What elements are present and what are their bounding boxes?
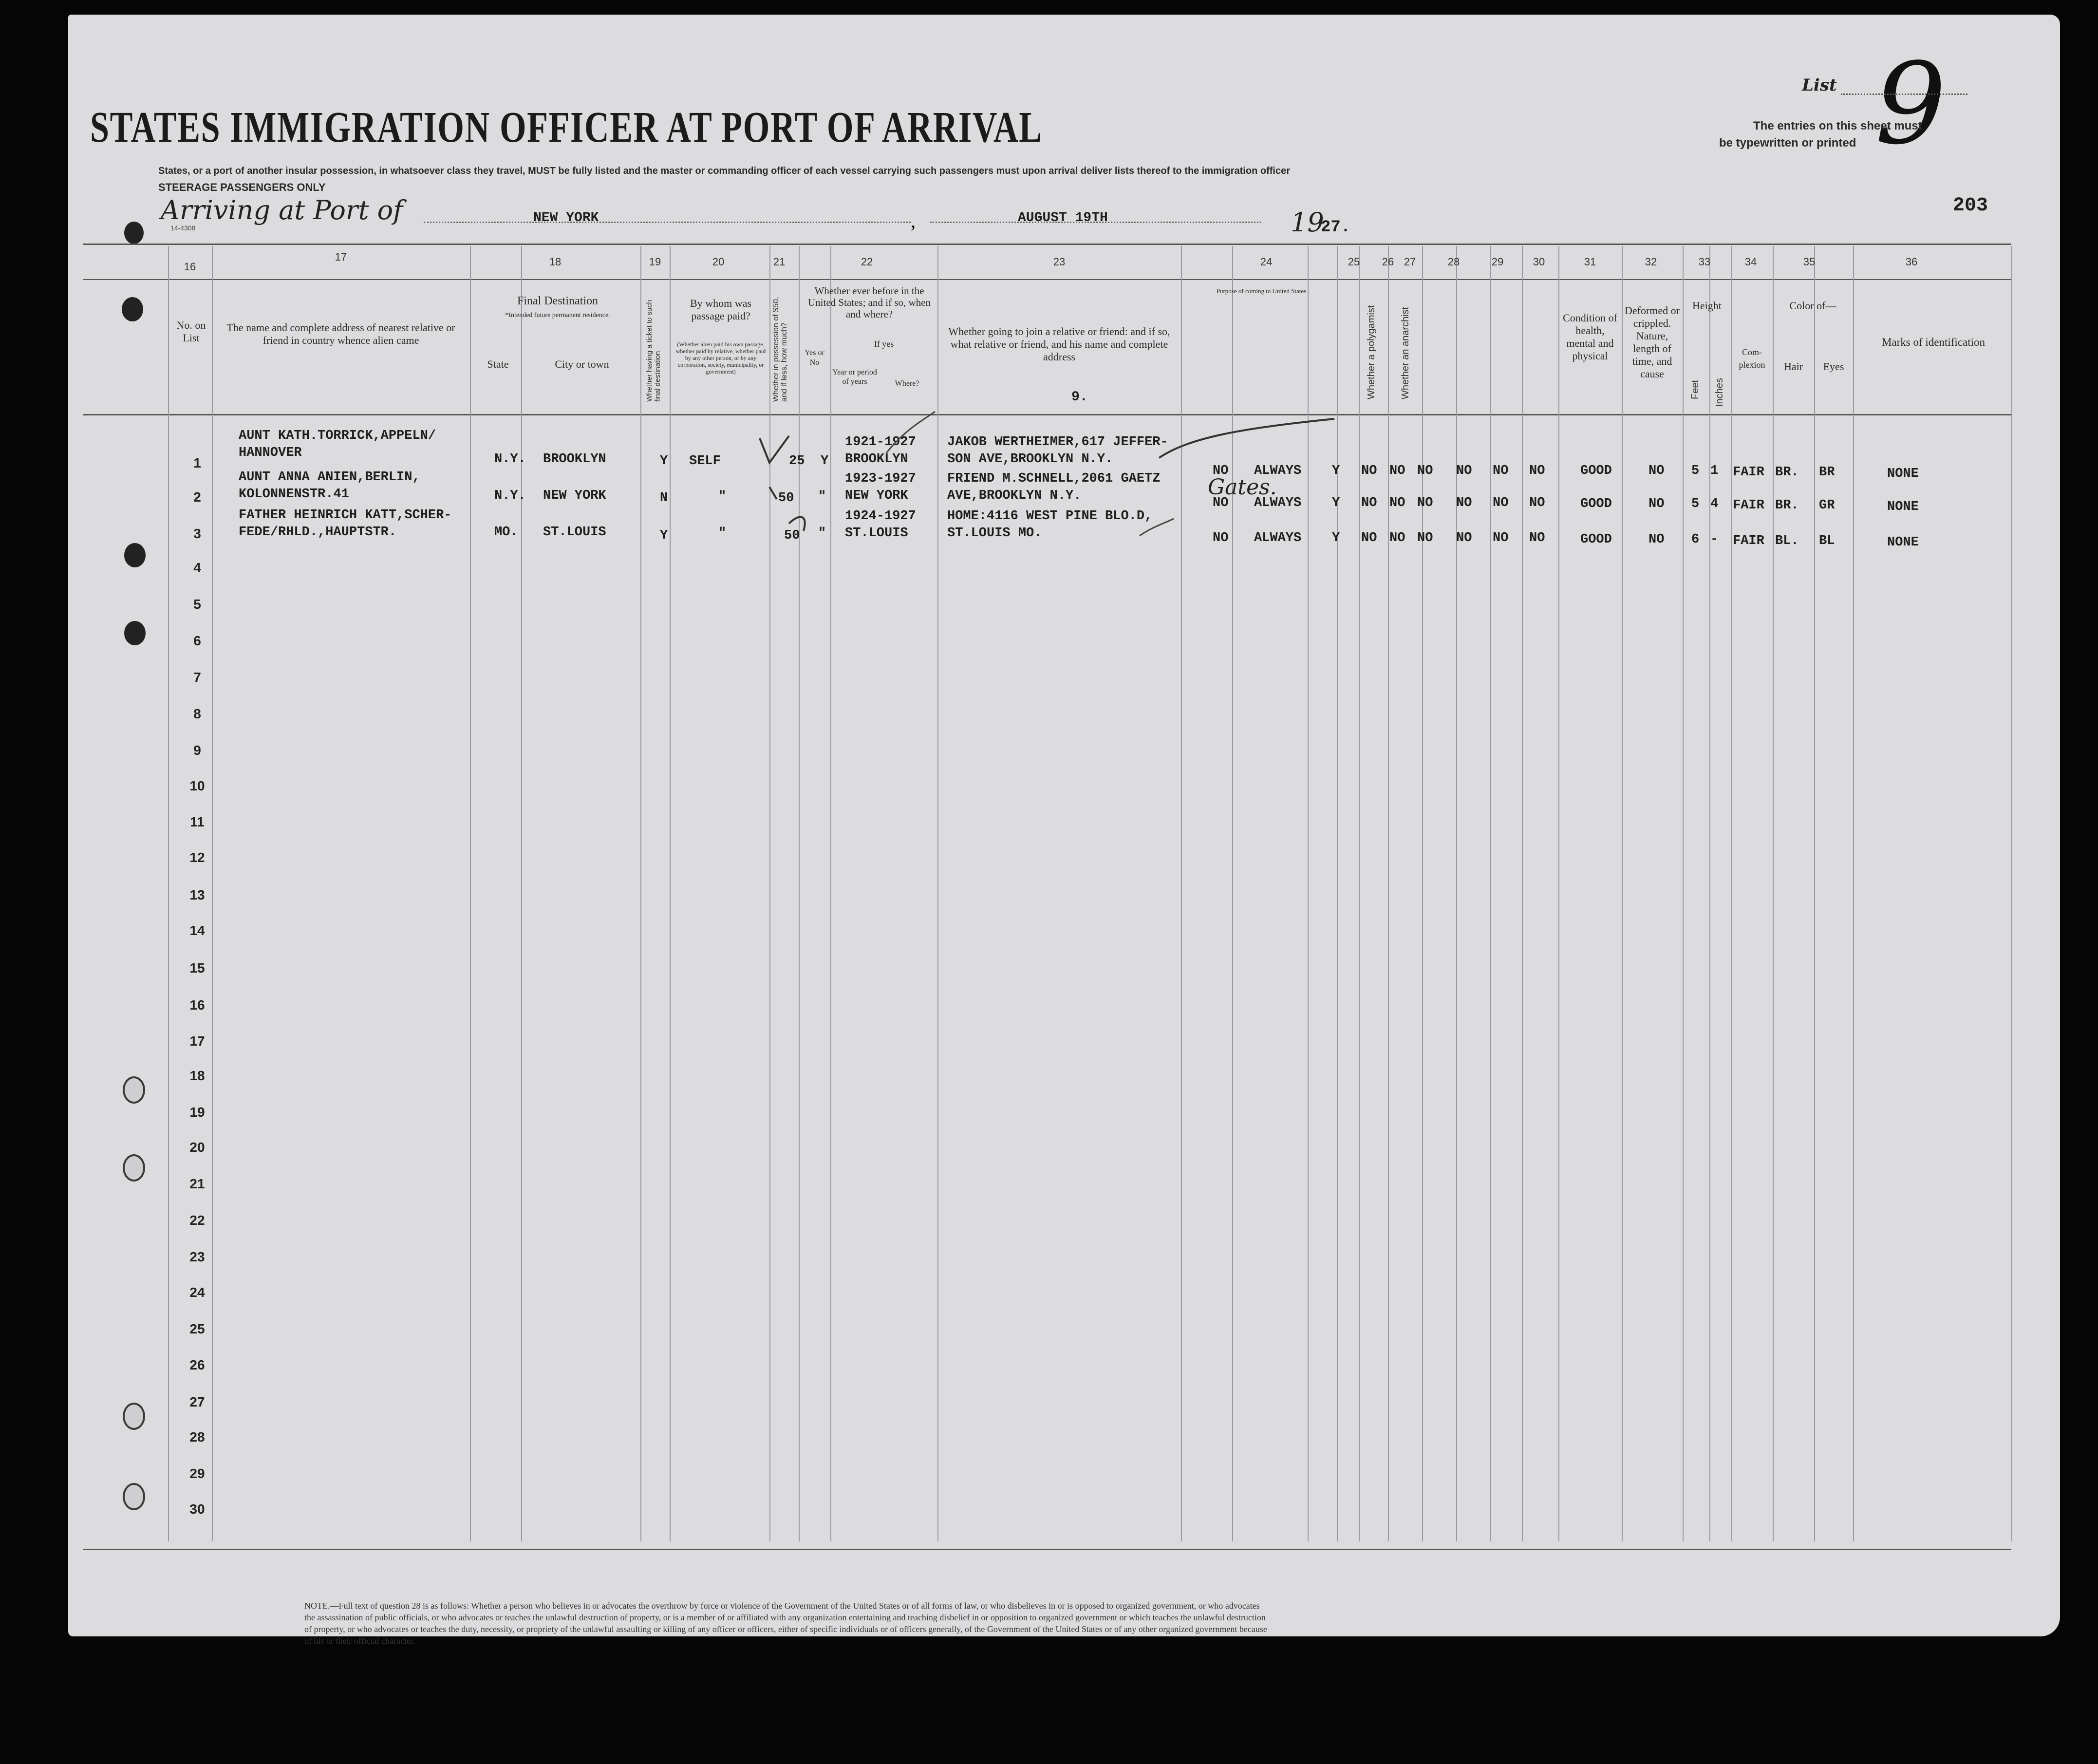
- page-title: STATES IMMIGRATION OFFICER AT PORT OF ARRIVAL: [90, 103, 1043, 151]
- row-number: 20: [189, 1140, 205, 1155]
- col-line: [1773, 246, 1774, 1541]
- row3-c24a: NO: [1213, 531, 1229, 545]
- row2-ticket: N: [660, 491, 668, 506]
- punch-hole: [124, 543, 146, 567]
- row3-city: ST.LOUIS: [543, 525, 606, 540]
- row2-join-1: FRIEND M.SCHNELL,2061 GAETZ: [947, 471, 1161, 486]
- hdr-final-destination-note: *Intended future permanent residence.: [505, 312, 610, 319]
- hdr-marks: Marks of identification: [1881, 336, 1986, 348]
- row2-c25: Y: [1332, 496, 1340, 510]
- col-num-25: 25: [1348, 256, 1360, 268]
- row-number: 6: [193, 633, 201, 648]
- hdr-city: City or town: [555, 358, 609, 370]
- row2-before: ": [818, 489, 826, 504]
- row1-city: BROOKLYN: [543, 452, 606, 467]
- col-num-23: 23: [1053, 256, 1066, 268]
- row2-state: N.Y.: [494, 488, 526, 503]
- row1-years: 1921-1927: [845, 435, 916, 450]
- binder-hole: [123, 1076, 145, 1104]
- row2-join-2: AVE,BROOKLYN N.Y.: [947, 488, 1082, 503]
- hdr-eyes: Eyes: [1823, 360, 1844, 373]
- row-number: 16: [189, 997, 205, 1013]
- handwritten-checkmarks: [750, 409, 1383, 555]
- row3-where: ST.LOUIS: [845, 526, 908, 541]
- row2-relative-1: AUNT ANNA ANIEN,BERLIN,: [239, 470, 420, 485]
- row3-c24b: ALWAYS: [1254, 531, 1302, 545]
- col-line: [168, 246, 169, 1541]
- row3-complexion: FAIR: [1733, 534, 1764, 548]
- row2-c29: NO: [1456, 496, 1472, 510]
- row2-years: 1923-1927: [845, 471, 916, 486]
- row2-c28: NO: [1417, 496, 1433, 510]
- binder-hole: [123, 1483, 145, 1510]
- row1-before: Y: [821, 454, 829, 469]
- note-right-2: be typewritten or printed: [1719, 136, 1856, 150]
- row-number: 27: [189, 1394, 205, 1409]
- col-num-35: 35: [1803, 256, 1816, 268]
- port-line: [424, 222, 911, 223]
- col-line: [1558, 246, 1559, 1541]
- col-num-21: 21: [773, 256, 786, 268]
- form-number: 14-4308: [170, 224, 196, 232]
- row2-c29b: NO: [1493, 496, 1509, 510]
- col-line: [470, 246, 471, 1541]
- col-num-22: 22: [861, 256, 873, 268]
- col-line: [1814, 246, 1815, 1541]
- row2-health: GOOD: [1580, 497, 1612, 511]
- col-num-28: 28: [1447, 256, 1460, 268]
- row3-c29: NO: [1456, 531, 1472, 545]
- row1-c24a: NO: [1213, 464, 1229, 478]
- hdr-hair: Hair: [1783, 360, 1803, 373]
- row1-c30: NO: [1529, 464, 1545, 478]
- row2-c27: NO: [1389, 496, 1405, 510]
- col-num-20: 20: [712, 256, 725, 268]
- row1-c25: Y: [1332, 464, 1340, 478]
- col-line: [1622, 246, 1623, 1541]
- arriving-label: Arriving at Port of: [161, 195, 403, 225]
- row-number: 29: [189, 1466, 205, 1481]
- table-bottom-rule: [83, 1549, 2011, 1550]
- page-number: 203: [1953, 195, 1988, 217]
- row-number: 13: [189, 887, 205, 902]
- year-prefix: 19: [1291, 207, 1324, 238]
- col-num-29: 29: [1491, 256, 1504, 268]
- row1-deformed: NO: [1648, 464, 1665, 478]
- punch-hole: [122, 297, 143, 321]
- subtitle: States, or a port of another insular possession, in whatsoever class they travel, MUST be fully listed and the master or commanding officer of each vessel carrying such passengers must upon arrival deliver lists thereof to the immigration officer: [158, 166, 1290, 176]
- row2-complexion: FAIR: [1733, 498, 1764, 513]
- col-line: [1388, 246, 1389, 1541]
- row2-city: NEW YORK: [543, 488, 606, 503]
- col-num-34: 34: [1744, 256, 1757, 268]
- row2-eyes: GR: [1819, 498, 1835, 513]
- hdr-joining: Whether going to join a relative or friend: and if so, what relative or friend, and his name and complete address: [948, 325, 1170, 363]
- hdr-money: Whether in possession of $50, and if less, how much?: [772, 297, 788, 402]
- hdr-height: Height: [1692, 300, 1722, 312]
- col-num-17: 17: [335, 251, 347, 263]
- col-num-24: 24: [1260, 256, 1273, 268]
- row3-inches: -: [1710, 532, 1719, 547]
- comma: ,: [911, 210, 916, 232]
- hdr-paid-by: By whom was passage paid?: [690, 297, 751, 322]
- col-line: [670, 246, 671, 1541]
- hdr-joining-mark: 9.: [1071, 390, 1088, 405]
- row3-c26: NO: [1361, 531, 1377, 545]
- row1-relative-2: HANNOVER: [239, 446, 302, 460]
- hdr-where: Where?: [895, 379, 919, 388]
- row2-relative-2: KOLONNENSTR.41: [239, 487, 349, 502]
- row1-ticket: Y: [660, 454, 668, 469]
- hdr-state: State: [487, 358, 509, 370]
- binder-hole: [123, 1154, 145, 1182]
- row1-c26: NO: [1361, 464, 1377, 478]
- col-num-36: 36: [1905, 256, 1918, 268]
- row1-relative-1: AUNT KATH.TORRICK,APPELN/: [239, 429, 436, 443]
- binder-hole: [123, 1403, 145, 1430]
- row1-state: N.Y.: [494, 452, 526, 467]
- hdr-no-on-list: No. on List: [176, 319, 206, 344]
- row3-c29b: NO: [1493, 531, 1509, 545]
- row-number: 21: [189, 1176, 205, 1191]
- row3-relative-2: FEDE/RHLD.,HAUPTSTR.: [239, 525, 397, 540]
- col-num-16: 16: [184, 261, 196, 273]
- hdr-condition: Condition of health, mental and physical: [1563, 312, 1617, 362]
- row3-money: 50: [784, 528, 800, 543]
- col-line: [640, 246, 641, 1541]
- row2-feet: 5: [1691, 497, 1700, 511]
- year-suffix: 27.: [1321, 218, 1351, 237]
- row1-inches: 1: [1710, 464, 1719, 478]
- row2-paid-by: ": [718, 489, 727, 504]
- hdr-deformed: Deformed or crippled. Nature, length of time, and cause: [1624, 304, 1680, 380]
- row1-complexion: FAIR: [1733, 465, 1764, 480]
- date-value: AUGUST 19TH: [1018, 210, 1108, 225]
- row3-hair: BL.: [1775, 534, 1799, 548]
- row1-hair: BR.: [1775, 465, 1799, 480]
- hdr-complexion: Com- plexion: [1739, 347, 1765, 370]
- row2-c26: NO: [1361, 496, 1377, 510]
- row2-where: NEW YORK: [845, 488, 908, 503]
- row3-paid-by: ": [718, 526, 727, 541]
- row3-c25: Y: [1332, 531, 1340, 545]
- row-number: 10: [189, 778, 205, 793]
- hdr-anarchist: Whether an anarchist: [1400, 306, 1411, 399]
- row3-relative-1: FATHER HEINRICH KATT,SCHER-: [239, 508, 452, 523]
- col-line: [1522, 246, 1523, 1541]
- hdr-before-us: Whether ever before in the United States; and if so, when and where?: [808, 285, 931, 320]
- col-num-31: 31: [1584, 256, 1596, 268]
- hdr-paid-by-note: (Whether alien paid his own passage, whether paid by relative, whether paid by any other person, or by any corporation, society, municipality, or government): [675, 341, 766, 375]
- row1-c29b: NO: [1493, 464, 1509, 478]
- hdr-polygamist: Whether a polygamist: [1366, 305, 1377, 399]
- row3-years: 1924-1927: [845, 509, 916, 524]
- row3-c28: NO: [1417, 531, 1433, 545]
- row2-inches: 4: [1710, 497, 1719, 511]
- footnote: NOTE.—Full text of question 28 is as follows: Whether a person who believes in or advocates the overthrow by force or violence of the Government of the United States or of all forms of law, or who disbelieves in or is opposed to organized government, or who advocates the assassination of public officials, or who advocates or teaches the unlawful destruction of property, or is a member of or affiliated with any organization entertaining and teaching disbelief in or opposition to organized government or which teaches the unlawful destruction of property, or who advocates or teaches the duty, necessity, or propriety of the unlawful assaulting or killing of any officer or officers, either of specific individuals or of officers generally, of the Government of the United States or of any other organized government because of his or their official character.: [304, 1601, 1267, 1646]
- row-number: 25: [189, 1321, 205, 1336]
- col-line: [1731, 246, 1732, 1541]
- col-line: [1422, 246, 1423, 1541]
- row3-feet: 6: [1691, 532, 1700, 547]
- row-number: 17: [189, 1033, 205, 1049]
- row-number: 9: [193, 743, 201, 758]
- row3-join-2: ST.LOUIS MO.: [947, 526, 1042, 541]
- row-number: 12: [189, 850, 205, 865]
- col-num-32: 32: [1645, 256, 1657, 268]
- header-rule-2: [83, 279, 2011, 280]
- row-number: 4: [193, 560, 201, 575]
- row-number: 8: [193, 706, 201, 721]
- row-number: 2: [193, 489, 201, 505]
- hdr-inches: Inches: [1714, 378, 1725, 407]
- row-number: 26: [189, 1357, 205, 1372]
- list-underline: [1841, 93, 1967, 95]
- row3-eyes: BL: [1819, 534, 1835, 548]
- class-line: STEERAGE PASSENGERS ONLY: [158, 181, 326, 193]
- hdr-purpose: Purpose of coming to United States: [1216, 287, 1307, 295]
- row2-c24b: ALWAYS: [1254, 496, 1302, 510]
- col-num-26: 26: [1382, 256, 1394, 268]
- col-line: [2011, 246, 2012, 1541]
- hdr-yes-no: Yes or No: [805, 349, 824, 367]
- row3-c27: NO: [1389, 531, 1405, 545]
- row1-feet: 5: [1691, 464, 1700, 478]
- row3-before: ": [818, 526, 826, 541]
- row-number: 3: [193, 526, 201, 541]
- col-num-19: 19: [649, 256, 661, 268]
- col-line: [1456, 246, 1457, 1541]
- row-number: 30: [189, 1501, 205, 1517]
- row1-paid-by: SELF: [689, 454, 721, 469]
- col-num-18: 18: [549, 256, 562, 268]
- row3-join-1: HOME:4116 WEST PINE BLO.D,: [947, 509, 1153, 524]
- col-num-30: 30: [1533, 256, 1545, 268]
- hdr-year-period: Year or period of years: [832, 368, 877, 386]
- row-number: 1: [193, 455, 201, 470]
- row2-deformed: NO: [1648, 497, 1665, 511]
- list-number: 9: [1875, 39, 1947, 169]
- row3-deformed: NO: [1648, 532, 1665, 547]
- hdr-if-yes: If yes: [874, 339, 894, 349]
- row2-c24a: NO: [1213, 496, 1229, 510]
- row1-marks: NONE: [1887, 467, 1919, 481]
- row3-c30: NO: [1529, 531, 1545, 545]
- row1-join-2: SON AVE,BROOKLYN N.Y.: [947, 452, 1113, 467]
- col-num-27: 27: [1404, 256, 1416, 268]
- row1-c28: NO: [1417, 464, 1433, 478]
- row1-c29: NO: [1456, 464, 1472, 478]
- row-number: 19: [189, 1105, 205, 1120]
- row3-ticket: Y: [660, 528, 668, 543]
- row3-marks: NONE: [1887, 535, 1919, 550]
- hdr-ticket: Whether having a ticket to such final destination: [645, 300, 662, 402]
- hdr-relative: The name and complete address of nearest relative or friend in country whence alien came: [226, 321, 455, 346]
- header-rule-top: [83, 244, 2011, 245]
- row-number: 28: [189, 1429, 205, 1445]
- col-line: [1853, 246, 1854, 1541]
- col-num-33: 33: [1698, 256, 1711, 268]
- row1-c27: NO: [1389, 464, 1405, 478]
- row-number: 7: [193, 670, 201, 685]
- row1-join-1: JAKOB WERTHEIMER,617 JEFFER-: [947, 435, 1168, 450]
- list-label: List: [1802, 75, 1837, 95]
- row2-hair: BR.: [1775, 498, 1799, 513]
- row3-health: GOOD: [1580, 532, 1612, 547]
- row-number: 5: [193, 597, 201, 612]
- row-number: 18: [189, 1068, 205, 1083]
- row-number: 23: [189, 1249, 205, 1264]
- row-number: 15: [189, 960, 205, 976]
- note-right-1: The entries on this sheet must: [1753, 119, 1922, 132]
- hdr-feet: Feet: [1690, 379, 1701, 399]
- hdr-final-destination: Final Destination: [517, 295, 598, 307]
- annotation-gates: Gates.: [1208, 475, 1277, 500]
- row2-marks: NONE: [1887, 500, 1919, 514]
- row1-money: 25: [789, 454, 805, 469]
- punch-hole: [124, 222, 144, 244]
- col-line: [1490, 246, 1491, 1541]
- hdr-color-of: Color of—: [1789, 300, 1836, 312]
- row-number: 14: [189, 923, 205, 938]
- port-value: NEW YORK: [533, 210, 599, 225]
- col-line: [1709, 246, 1710, 1541]
- row1-where: BROOKLYN: [845, 452, 908, 467]
- col-line: [1683, 246, 1684, 1541]
- row1-health: GOOD: [1580, 464, 1612, 478]
- punch-hole: [124, 621, 146, 645]
- row-number: 22: [189, 1213, 205, 1228]
- col-line: [521, 246, 522, 1541]
- row-number: 11: [190, 814, 205, 829]
- row1-c24b: ALWAYS: [1254, 464, 1302, 478]
- row3-state: MO.: [494, 525, 518, 540]
- row2-money: 50: [778, 491, 794, 506]
- row-number: 24: [189, 1285, 205, 1300]
- row2-c30: NO: [1529, 496, 1545, 510]
- row1-eyes: BR: [1819, 465, 1835, 480]
